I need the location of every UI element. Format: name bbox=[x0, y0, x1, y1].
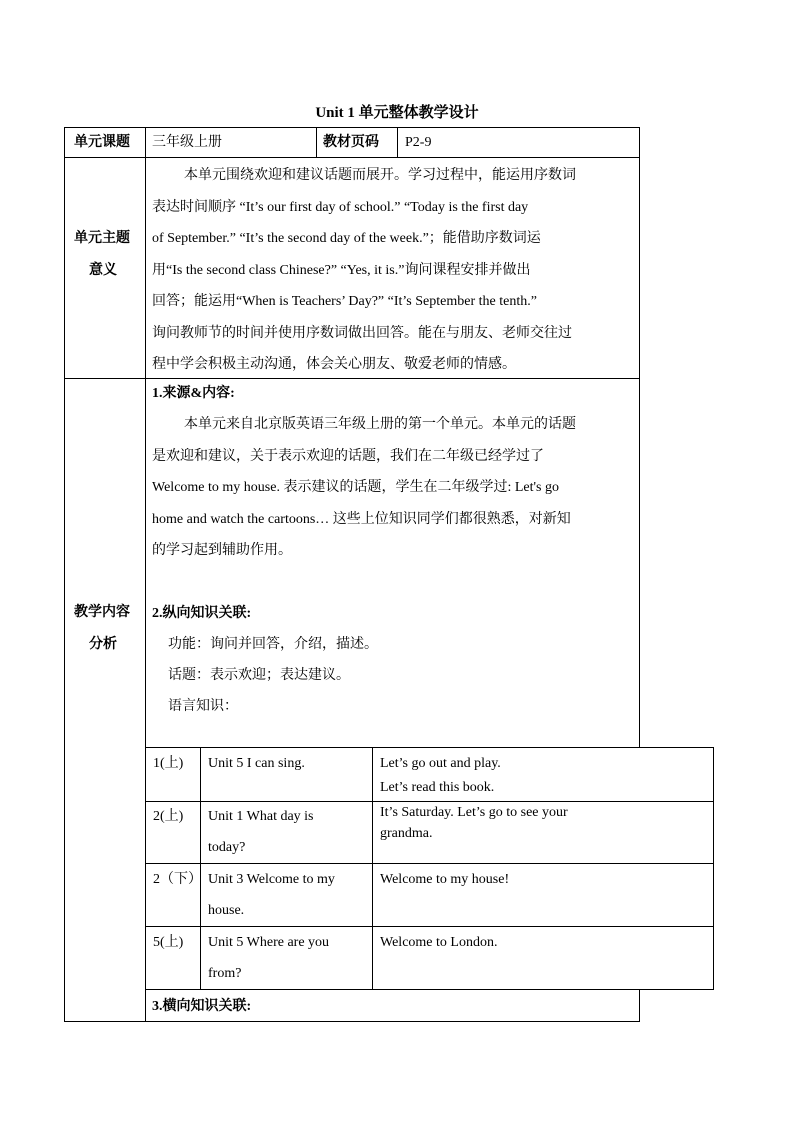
knowledge-unit-line: today? bbox=[208, 840, 246, 855]
section1-heading: 1.来源&内容: bbox=[152, 386, 235, 401]
section2-line: 语言知识： bbox=[168, 699, 238, 714]
table-left-border bbox=[64, 127, 65, 1022]
knowledge-col-divider-1 bbox=[200, 747, 201, 990]
theme-significance-text bbox=[152, 160, 634, 381]
knowledge-content bbox=[380, 752, 501, 800]
theme-line: 程中学会积极主动沟通，体会关心朋友、敬爱老师的情感。 bbox=[152, 357, 516, 372]
content-analysis-label-2: 分析 bbox=[89, 637, 117, 652]
knowledge-content-line: grandma. bbox=[380, 826, 433, 841]
knowledge-unit-line: Unit 5 Where are you bbox=[208, 935, 330, 950]
theme-line: 回答；能运用“When is Teachers’ Day?” “It’s September the tenth.” bbox=[152, 294, 537, 309]
knowledge-table-top bbox=[145, 747, 714, 748]
knowledge-unit-line: house. bbox=[208, 903, 245, 918]
knowledge-table-bottom bbox=[145, 989, 714, 990]
section3-heading: 3.横向知识关联: bbox=[152, 999, 252, 1014]
knowledge-grade: 1(上) bbox=[153, 756, 184, 771]
section1-line: home and watch the cartoons… 这些上位知识同学们都很熟悉，对新知 bbox=[152, 511, 571, 527]
content-analysis-label-1: 教学内容 bbox=[74, 605, 130, 620]
knowledge-col-divider-2 bbox=[372, 747, 373, 990]
row1-divider-a bbox=[316, 127, 317, 157]
section2-line: 话题：表示欢迎；表达建议。 bbox=[168, 668, 350, 683]
unit-topic-label: 单元课题 bbox=[74, 135, 130, 150]
section2-line: 功能：询问并回答，介绍，描述。 bbox=[168, 637, 378, 652]
knowledge-unit-line: Unit 3 Welcome to my bbox=[208, 872, 335, 887]
section1-line: 是欢迎和建议，关于表示欢迎的话题，我们在二年级已经学过了 bbox=[152, 448, 544, 464]
knowledge-content: Welcome to my house! bbox=[380, 872, 510, 887]
knowledge-content-line: Let’s read this book. bbox=[380, 780, 495, 795]
knowledge-grade: 2(上) bbox=[153, 809, 184, 824]
section1-text bbox=[152, 409, 634, 567]
section1-line: 的学习起到辅助作用。 bbox=[152, 543, 292, 558]
table-top-border bbox=[64, 127, 640, 128]
knowledge-table-right bbox=[713, 747, 714, 990]
table-bottom-border bbox=[64, 1021, 640, 1022]
knowledge-content bbox=[380, 802, 568, 844]
section1-line: Welcome to my house. 表示建议的话题，学生在二年级学过: Let's go bbox=[152, 480, 559, 495]
row-divider-1 bbox=[64, 157, 640, 158]
table-right-border-upper bbox=[639, 127, 640, 747]
knowledge-unit-line: from? bbox=[208, 966, 242, 981]
row1-divider-b bbox=[397, 127, 398, 157]
theme-line: 本单元围绕欢迎和建议话题而展开。学习过程中，能运用序数词 bbox=[184, 168, 576, 183]
knowledge-unit bbox=[208, 801, 314, 863]
document-title: Unit 1 单元整体教学设计 bbox=[315, 105, 479, 121]
knowledge-unit: Unit 5 I can sing. bbox=[208, 756, 305, 771]
knowledge-content: Welcome to London. bbox=[380, 935, 498, 950]
textbook-pages-label: 教材页码 bbox=[323, 135, 379, 150]
unit-topic-value: 三年级上册 bbox=[152, 135, 222, 150]
knowledge-grade: 2（下） bbox=[153, 872, 202, 887]
theme-line: of September.” “It’s the second day of the week.”；能借助序数词运 bbox=[152, 231, 541, 246]
textbook-pages-value: P2-9 bbox=[405, 135, 432, 150]
knowledge-unit bbox=[208, 864, 335, 926]
knowledge-grade: 5(上) bbox=[153, 935, 184, 950]
theme-line: 表达时间顺序 “It’s our first day of school.” “Today is the first day bbox=[152, 199, 529, 215]
theme-significance-label-1: 单元主题 bbox=[74, 231, 130, 246]
knowledge-unit bbox=[208, 927, 329, 989]
theme-line: 询问教师节的时间并使用序数词做出回答。能在与朋友、老师交往过 bbox=[152, 325, 572, 341]
label-column-divider bbox=[145, 127, 146, 1022]
theme-significance-label-2: 意义 bbox=[89, 263, 117, 278]
knowledge-content-line: Let’s go out and play. bbox=[380, 756, 501, 771]
knowledge-unit-line: Unit 1 What day is bbox=[208, 809, 314, 824]
theme-line: 用“Is the second class Chinese?” “Yes, it is.”询问课程安排并做出 bbox=[152, 262, 531, 278]
table-right-border-lower bbox=[639, 989, 640, 1022]
section2-heading: 2.纵向知识关联: bbox=[152, 606, 252, 621]
knowledge-content-line: It’s Saturday. Let’s go to see your bbox=[380, 805, 568, 820]
section1-line: 本单元来自北京版英语三年级上册的第一个单元。本单元的话题 bbox=[184, 417, 576, 432]
